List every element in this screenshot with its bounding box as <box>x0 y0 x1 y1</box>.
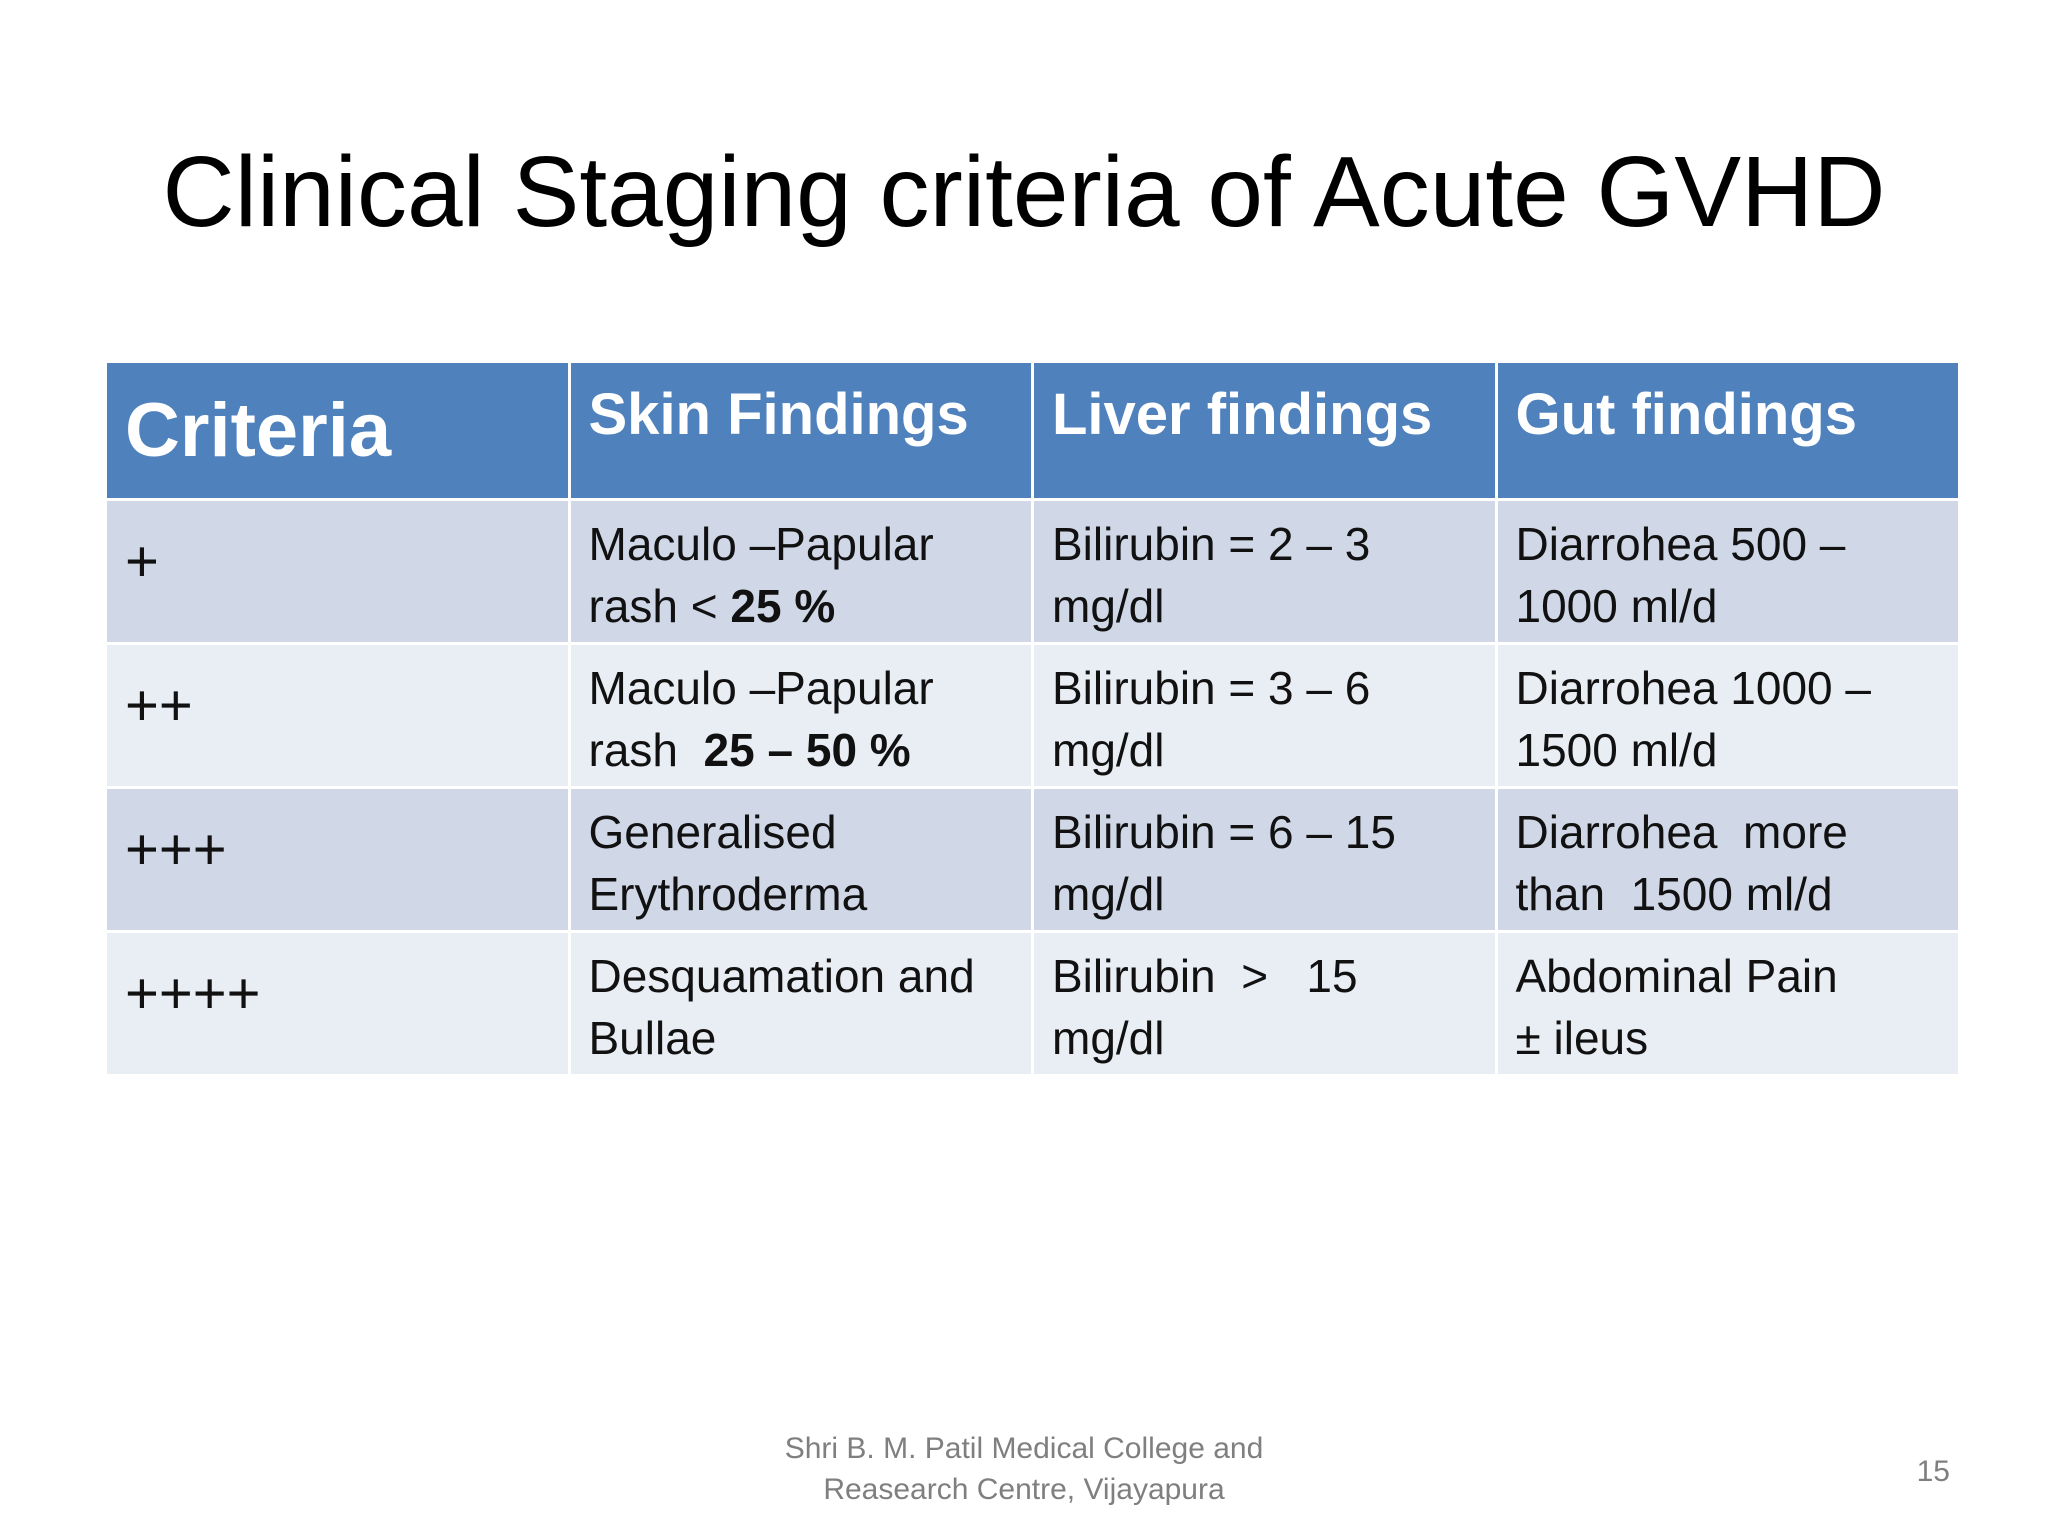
skin-findings-cell <box>569 788 1033 932</box>
liver-findings-cell <box>1033 788 1497 932</box>
gvhd-staging-table <box>104 360 1961 1077</box>
criteria-cell: + <box>106 500 570 644</box>
header-liver-findings: Liver findings <box>1033 362 1497 500</box>
skin-findings-cell <box>569 644 1033 788</box>
gut-findings-cell <box>1496 932 1960 1076</box>
skin-line-2: Bullae <box>588 1012 717 1064</box>
skin-line-2-bold: 25 % <box>730 580 836 632</box>
table-row <box>106 932 1960 1076</box>
table-row <box>106 644 1960 788</box>
gut-line-1: Diarrohea 1000 – <box>1515 662 1871 714</box>
footer-line-1: Shri B. M. Patil Medical College and <box>784 1432 1264 1465</box>
skin-line-1: Maculo –Papular <box>588 518 934 570</box>
gut-line-2: ± ileus <box>1515 1012 1649 1064</box>
slide-title: Clinical Staging criteria of Acute GVHD <box>162 136 1886 248</box>
header-gut-findings: Gut findings <box>1496 362 1960 500</box>
gut-line-2: than 1500 ml/d <box>1515 868 1833 920</box>
gut-line-1: Abdominal Pain <box>1515 950 1838 1002</box>
table-row <box>106 500 1960 644</box>
footer-line-2: Reasearch Centre, Vijayapura <box>823 1473 1225 1506</box>
skin-line-2 <box>589 575 1014 637</box>
gut-findings-cell <box>1496 788 1960 932</box>
table-row <box>106 788 1960 932</box>
liver-line-2: mg/dl <box>1052 580 1165 632</box>
table-header-row <box>106 362 1960 500</box>
liver-line-2: mg/dl <box>1052 724 1165 776</box>
skin-line-1: Generalised <box>588 806 837 858</box>
skin-line-2 <box>589 719 1014 781</box>
slide-number: 15 <box>1916 1455 1950 1488</box>
liver-line-1: Bilirubin = 3 – 6 <box>1052 662 1371 714</box>
liver-line-1: Bilirubin = 2 – 3 <box>1052 518 1371 570</box>
criteria-cell: ++++ <box>106 932 570 1076</box>
gut-line-1: Diarrohea 500 – <box>1515 518 1846 570</box>
liver-line-2: mg/dl <box>1052 868 1165 920</box>
criteria-cell: +++ <box>106 788 570 932</box>
skin-line-2-bold: 25 – 50 % <box>703 724 911 776</box>
gut-findings-cell <box>1496 644 1960 788</box>
header-criteria: Criteria <box>106 362 570 500</box>
gut-line-2: 1500 ml/d <box>1515 724 1718 776</box>
liver-line-1: Bilirubin > 15 <box>1052 950 1358 1002</box>
skin-findings-cell <box>569 500 1033 644</box>
liver-findings-cell <box>1033 644 1497 788</box>
skin-line-2: Erythroderma <box>588 868 868 920</box>
gut-findings-cell <box>1496 500 1960 644</box>
gut-line-1: Diarrohea more <box>1515 806 1848 858</box>
liver-line-2: mg/dl <box>1052 1012 1165 1064</box>
skin-line-1: Maculo –Papular <box>588 662 934 714</box>
slide-footer <box>724 1428 1324 1510</box>
skin-findings-cell <box>569 932 1033 1076</box>
criteria-cell: ++ <box>106 644 570 788</box>
skin-line-2-prefix: rash <box>588 724 704 776</box>
skin-line-2-prefix: rash < <box>588 580 731 632</box>
liver-findings-cell <box>1033 932 1497 1076</box>
liver-line-1: Bilirubin = 6 – 15 <box>1052 806 1396 858</box>
header-skin-findings: Skin Findings <box>569 362 1033 500</box>
gut-line-2: 1000 ml/d <box>1515 580 1718 632</box>
skin-line-1: Desquamation and <box>588 950 975 1002</box>
liver-findings-cell <box>1033 500 1497 644</box>
